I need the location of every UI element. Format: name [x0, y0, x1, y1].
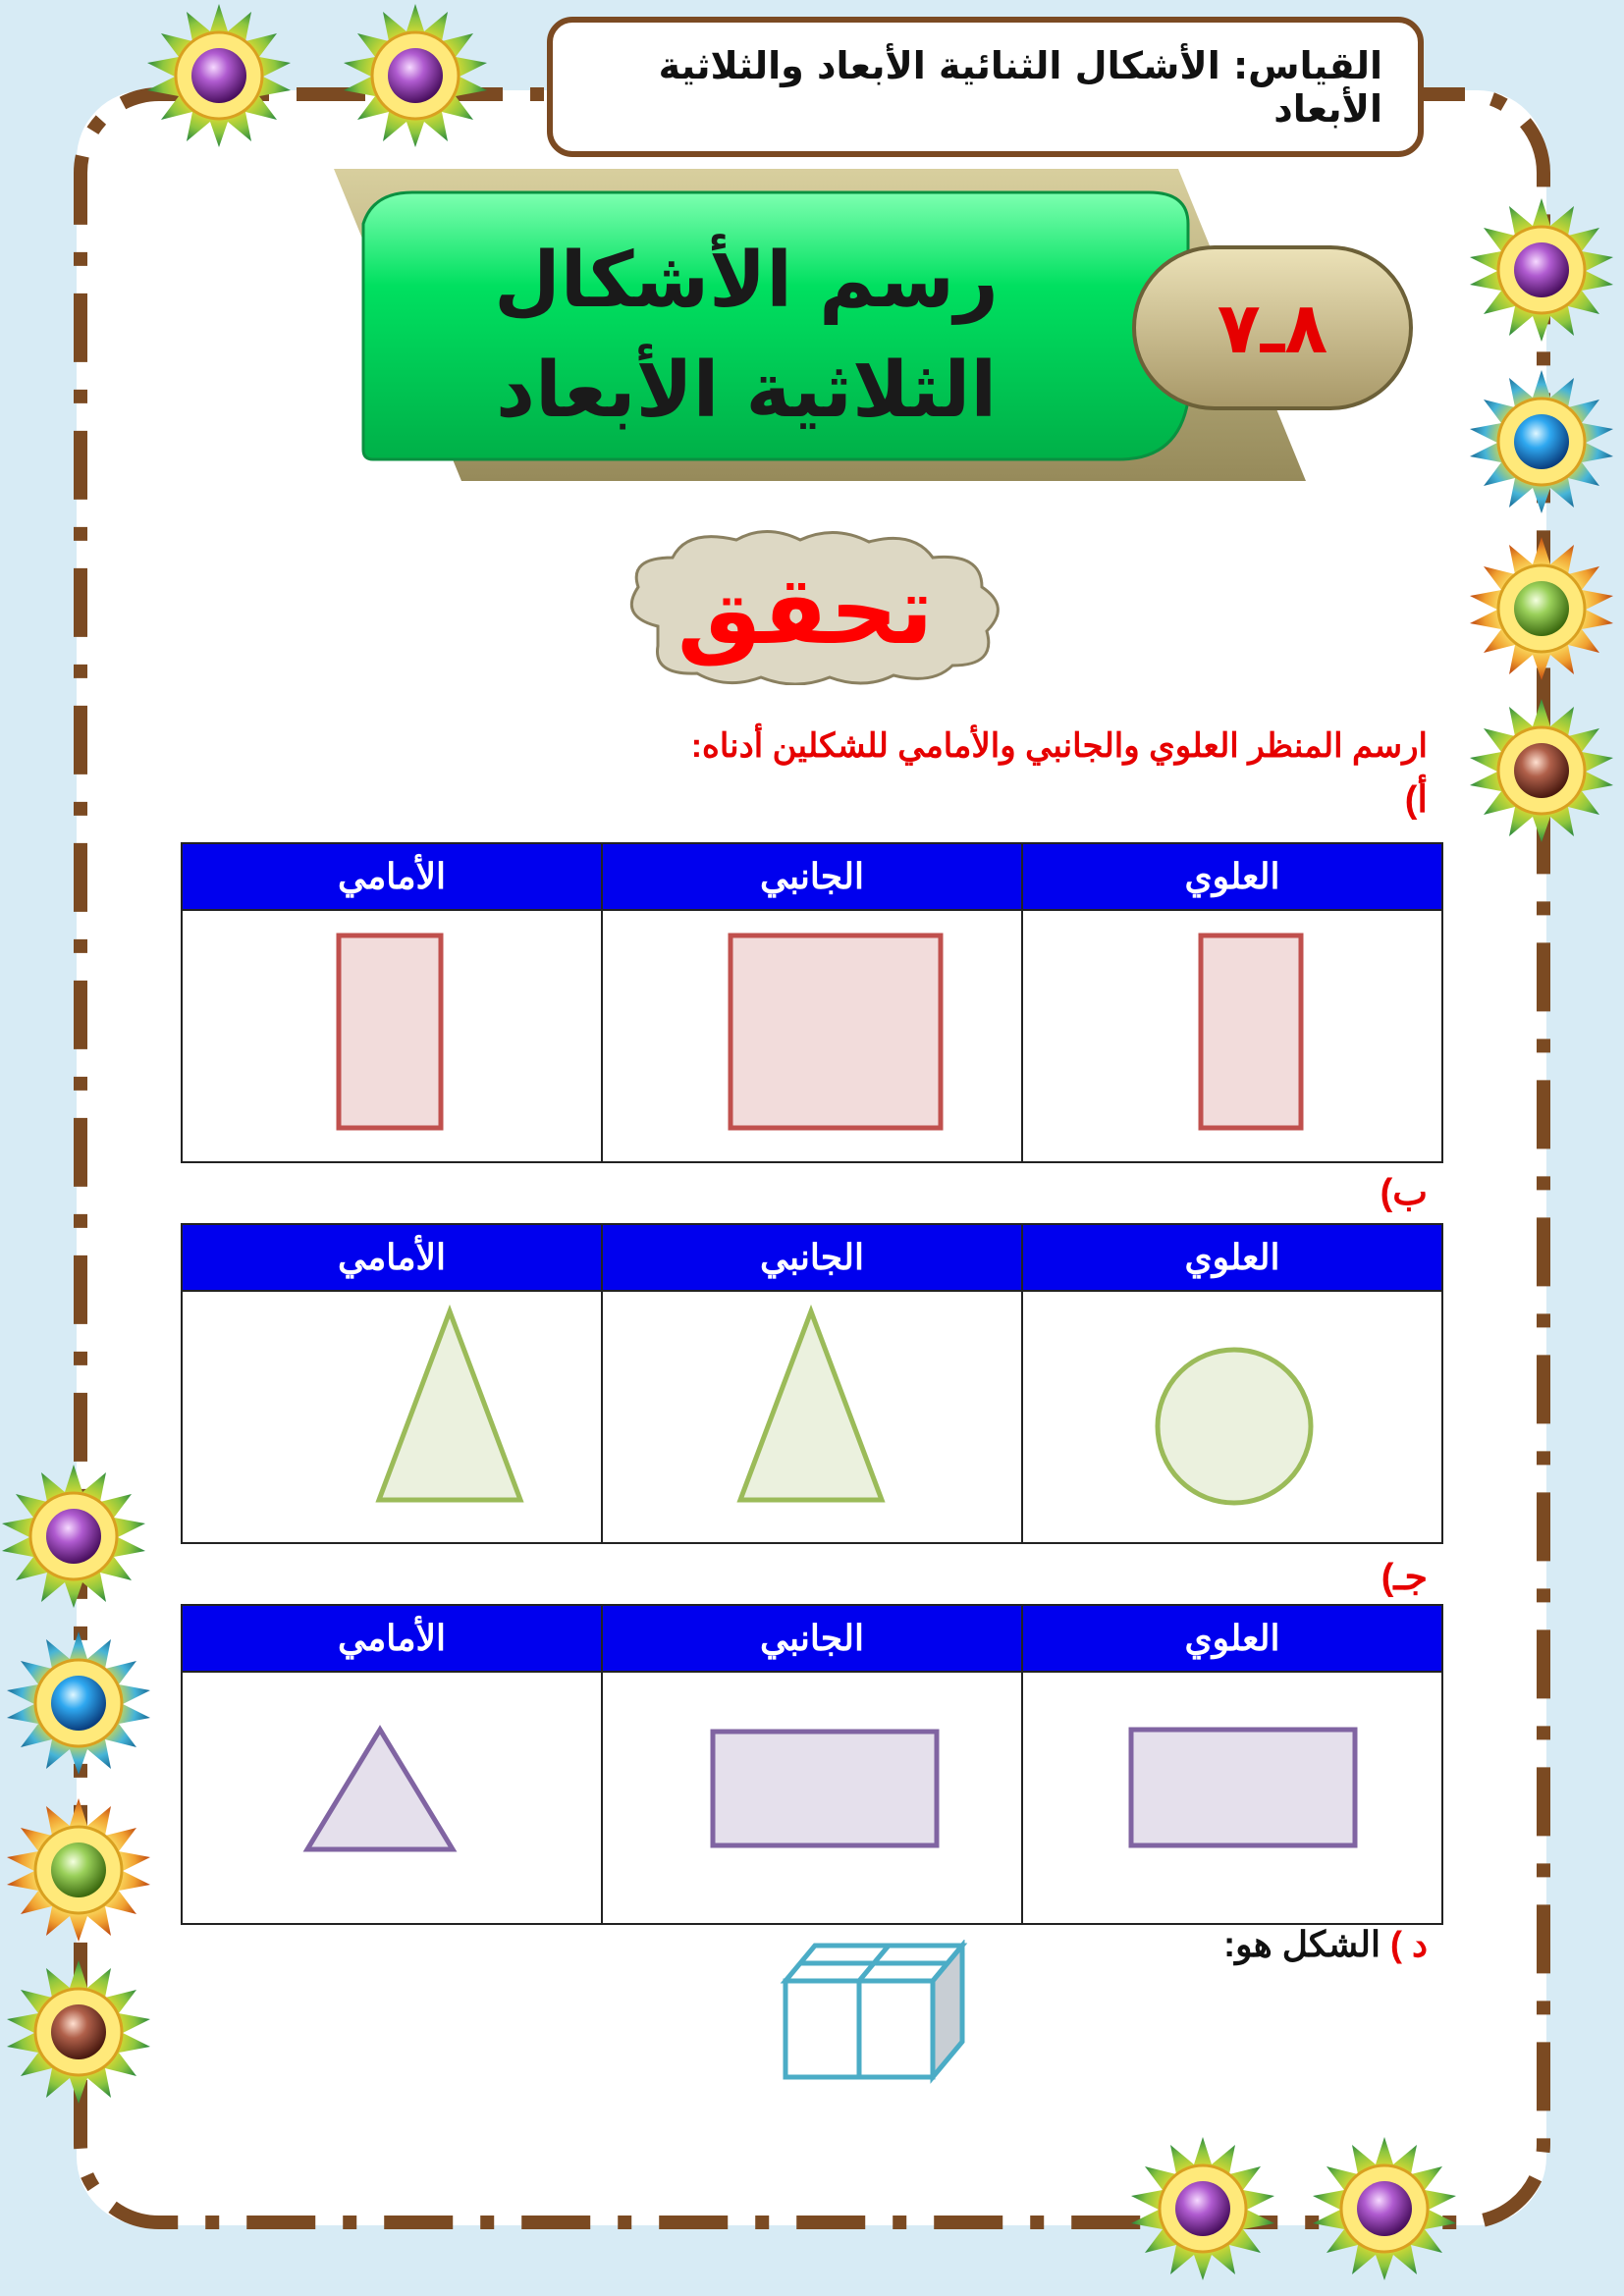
header-side: الجانبي	[602, 843, 1022, 910]
views-table-c	[181, 1604, 1443, 1925]
side-view-triangle	[740, 1311, 882, 1500]
check-heading: تحقق	[677, 556, 934, 666]
flower-ornament-icon	[1468, 697, 1615, 844]
section-b-label: ب)	[1380, 1172, 1428, 1213]
side-view-rectangle	[713, 1732, 937, 1845]
header-side: الجانبي	[602, 1224, 1022, 1291]
front-view-cell	[182, 1672, 602, 1924]
rectangular-prism-icon	[776, 1940, 972, 2085]
side-view-cell	[602, 1672, 1022, 1924]
flower-ornament-icon	[0, 1463, 147, 1610]
front-view-triangle	[307, 1730, 453, 1849]
side-view-square	[731, 935, 941, 1128]
flower-ornament-icon	[145, 2, 293, 149]
flower-ornament-icon	[1468, 368, 1615, 515]
top-view-circle	[1158, 1350, 1311, 1503]
topic-header	[547, 17, 1424, 157]
side-view-cell	[602, 910, 1022, 1162]
lesson-number-badge	[1134, 247, 1411, 408]
flower-ornament-icon	[342, 2, 489, 149]
top-view-cell	[1022, 1291, 1442, 1543]
front-view-cell	[182, 1291, 602, 1543]
part-d-line	[1223, 1924, 1428, 1965]
top-view-cell	[1022, 1672, 1442, 1924]
side-view-cell	[602, 1291, 1022, 1543]
top-view-rectangle	[1201, 935, 1301, 1128]
lesson-title-line1: رسم الأشكال	[494, 237, 999, 325]
header-top: العلوي	[1022, 1224, 1442, 1291]
flower-ornament-icon	[1468, 196, 1615, 344]
flower-ornament-icon	[1468, 535, 1615, 682]
views-table-b	[181, 1223, 1443, 1544]
header-front: الأمامي	[182, 1224, 602, 1291]
flower-ornament-icon	[1311, 2135, 1458, 2282]
header-top: العلوي	[1022, 1605, 1442, 1672]
topic-text: القياس: الأشكال الثنائية الأبعاد والثلاثية الأبعاد	[658, 43, 1382, 131]
flower-ornament-icon	[5, 1796, 152, 1944]
top-view-cell	[1022, 910, 1442, 1162]
views-table-a	[181, 842, 1443, 1163]
header-side: الجانبي	[602, 1605, 1022, 1672]
front-view-cell	[182, 910, 602, 1162]
section-a-label: أ)	[1404, 779, 1428, 821]
front-view-triangle	[379, 1311, 520, 1500]
header-front: الأمامي	[182, 843, 602, 910]
header-top: العلوي	[1022, 843, 1442, 910]
section-c-label: جـ)	[1380, 1557, 1428, 1598]
part-d-text: الشكل هو:	[1223, 1924, 1380, 1964]
part-d-letter: د )	[1389, 1924, 1428, 1964]
lesson-number: ٨ـ٧	[1217, 287, 1328, 369]
flower-ornament-icon	[5, 1958, 152, 2106]
flower-ornament-icon	[5, 1629, 152, 1777]
flower-ornament-icon	[1129, 2135, 1276, 2282]
header-front: الأمامي	[182, 1605, 602, 1672]
front-view-rectangle	[339, 935, 441, 1128]
lesson-title	[422, 226, 1070, 446]
lesson-title-line2: الثلاثية الأبعاد	[495, 347, 998, 435]
top-view-rectangle	[1131, 1730, 1355, 1845]
instruction-text: ارسم المنظر العلوي والجانبي والأمامي للشكلين أدناه:	[690, 727, 1428, 765]
